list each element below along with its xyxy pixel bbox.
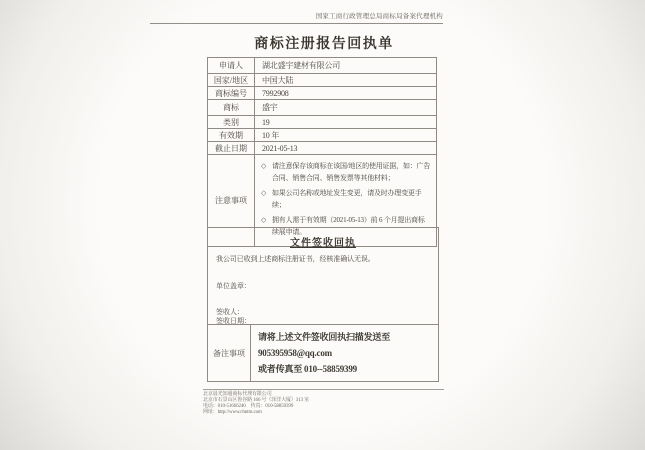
row-value: 湖北盛宇建材有限公司 bbox=[255, 58, 437, 74]
agency-record-note: 国家工商行政管理总局商标局备案代理机构 bbox=[150, 13, 443, 24]
footer-company: 北京晨光知通商标代理有限公司 bbox=[203, 392, 272, 397]
row-value: 10 年 bbox=[255, 129, 437, 142]
row-label: 商标 bbox=[208, 100, 255, 116]
receipt-body bbox=[208, 228, 438, 324]
page-title: 商标注册报告回执单 bbox=[254, 37, 394, 52]
row-label: 有效期 bbox=[208, 129, 255, 142]
diamond-bullet-icon: ◇ bbox=[261, 162, 267, 170]
table-row bbox=[208, 116, 437, 129]
row-label: 截止日期 bbox=[208, 142, 255, 155]
footer-phone-fax: 电话：010-51666240 传真：010-58859399 bbox=[203, 404, 294, 409]
remark-line: 请将上述文件签收回执扫描发送至 905395958@qq.com bbox=[258, 332, 391, 358]
table-row bbox=[208, 129, 437, 142]
receipt-section bbox=[207, 227, 439, 382]
row-value: 中国大陆 bbox=[255, 74, 437, 87]
signer-label: 签收人： bbox=[216, 308, 244, 316]
remark-label: 备注事项 bbox=[208, 325, 251, 381]
table-row bbox=[208, 100, 437, 116]
sign-date-label: 签收日期： bbox=[216, 316, 251, 325]
receipt-title: 文件签收回执 bbox=[290, 238, 356, 249]
note-text: 如果公司名称或地址发生变更，请及时办理变更手续； bbox=[272, 189, 422, 209]
remark-row bbox=[208, 324, 438, 381]
agency-footer bbox=[203, 389, 444, 416]
table-row bbox=[208, 74, 437, 87]
table-row bbox=[208, 142, 437, 155]
note-text: 拥有人需于有效期（2021-05-13）前 6 个月提出商标续展申请。 bbox=[272, 216, 425, 236]
registration-table bbox=[207, 57, 437, 247]
row-label: 商标编号 bbox=[208, 87, 255, 100]
row-value: 盛宇 bbox=[255, 100, 437, 116]
row-value: 2021-05-13 bbox=[255, 142, 437, 155]
receipt-statement: 我公司已收到上述商标注册证书，经核准确认无误。 bbox=[216, 255, 375, 263]
stamp-label: 单位盖章： bbox=[216, 282, 251, 290]
diamond-bullet-icon: ◇ bbox=[261, 189, 267, 197]
row-label: 申请人 bbox=[208, 58, 255, 74]
row-value: 19 bbox=[255, 116, 437, 129]
table-row bbox=[208, 58, 437, 74]
diamond-bullet-icon: ◇ bbox=[261, 216, 267, 224]
row-label: 类别 bbox=[208, 116, 255, 129]
row-label: 国家/地区 bbox=[208, 74, 255, 87]
note-text: 请注意保存该商标在该国/地区的使用证据，如：广告合同、销售合同、销售发票等其他材料； bbox=[272, 162, 431, 182]
remark-line: 或者传真至 010--58859399 bbox=[258, 364, 357, 374]
remark-content bbox=[251, 325, 438, 381]
notes-label: 注意事项 bbox=[208, 155, 255, 247]
footer-website: 网址：http://www.chntm.com bbox=[203, 410, 262, 415]
row-value: 7992908 bbox=[255, 87, 437, 100]
footer-address: 北京市石景山区鲁谷路 166 号（泽洋大厦）313 室 bbox=[203, 398, 310, 403]
note-item bbox=[261, 187, 431, 211]
table-row bbox=[208, 87, 437, 100]
note-item bbox=[261, 160, 431, 184]
